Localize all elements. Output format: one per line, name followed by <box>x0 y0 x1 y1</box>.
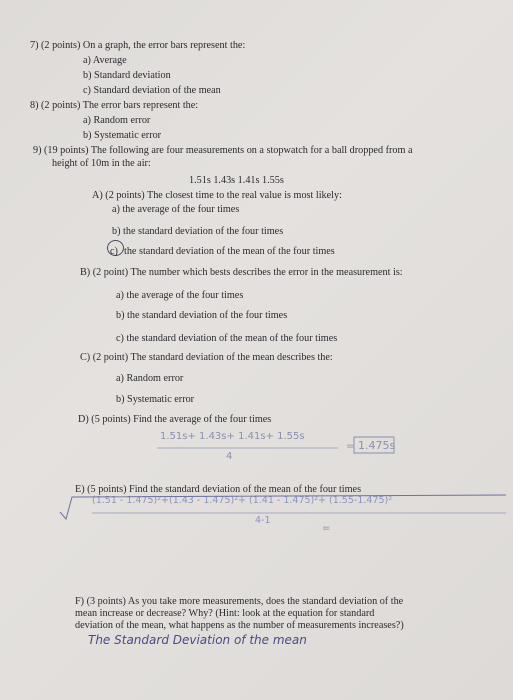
q9f-stem-line3: deviation of the mean, what happens as the number of measurements increases?) <box>75 620 404 631</box>
q9b-stem: B) (2 point) The number which bests describes the error in the measurement is: <box>80 267 403 278</box>
q9e-equals: = <box>322 523 331 534</box>
q9d-equals: = <box>346 441 355 452</box>
q7-option-c: c) Standard deviation of the mean <box>83 85 221 96</box>
q9c-option-b: b) Systematic error <box>116 394 195 405</box>
q9-stem-line1: 9) (19 points) The following are four measurements on a stopwatch for a ball dropped from a <box>33 145 413 156</box>
q9d-work-numerator: 1.51s+ 1.43s+ 1.41s+ 1.55s <box>160 431 305 442</box>
q9b-option-b: b) the standard deviation of the four times <box>116 310 288 321</box>
q9e-work-denominator: 4-1 <box>255 515 271 526</box>
q8-stem: 8) (2 points) The error bars represent the: <box>30 100 199 111</box>
q9a-option-c-letter: c) <box>110 246 118 257</box>
q9b-option-a: a) the average of the four times <box>116 290 244 301</box>
q9-stem-line2: height of 10m in the air: <box>52 158 151 169</box>
q9d-answer: 1.475s <box>358 439 396 452</box>
q9d-work-denominator: 4 <box>226 451 233 462</box>
q9-measurements: 1.51s 1.43s 1.41s 1.55s <box>189 175 284 186</box>
q9a-option-c: the standard deviation of the mean of the four times <box>124 246 335 257</box>
q9f-stem-line2: mean increase or decrease? Why? (Hint: look at the equation for standard <box>75 608 375 619</box>
q8-option-b: b) Systematic error <box>83 130 162 141</box>
q9b-option-c: c) the standard deviation of the mean of the four times <box>116 333 338 344</box>
q9c-option-a: a) Random error <box>116 373 184 384</box>
q7-stem: 7) (2 points) On a graph, the error bars represent the: <box>30 40 246 51</box>
q9f-stem-line1: F) (3 points) As you take more measurements, does the standard deviation of the <box>75 596 404 607</box>
q9a-option-b: b) the standard deviation of the four times <box>112 226 284 237</box>
q9e-work-numerator: (1.51 - 1.475)²+(1.43 - 1.475)²+ (1.41 - 1.475)²+ (1.55-1.475)² <box>92 495 393 506</box>
q7-option-a: a) Average <box>83 55 127 66</box>
q9f-answer: The Standard Deviation of the mean <box>88 633 307 647</box>
q9a-option-a: a) the average of the four times <box>112 204 240 215</box>
q9e-stem: E) (5 points) Find the standard deviation of the mean of the four times <box>75 484 362 495</box>
q9a-stem: A) (2 points) The closest time to the real value is most likely: <box>92 190 342 201</box>
q8-option-a: a) Random error <box>83 115 151 126</box>
q9c-stem: C) (2 point) The standard deviation of the mean describes the: <box>80 352 333 363</box>
q9d-answer-box <box>354 437 394 453</box>
q9d-stem: D) (5 points) Find the average of the four times <box>78 414 272 425</box>
sqrt-symbol <box>60 495 506 519</box>
q7-option-b: b) Standard deviation <box>83 70 171 81</box>
